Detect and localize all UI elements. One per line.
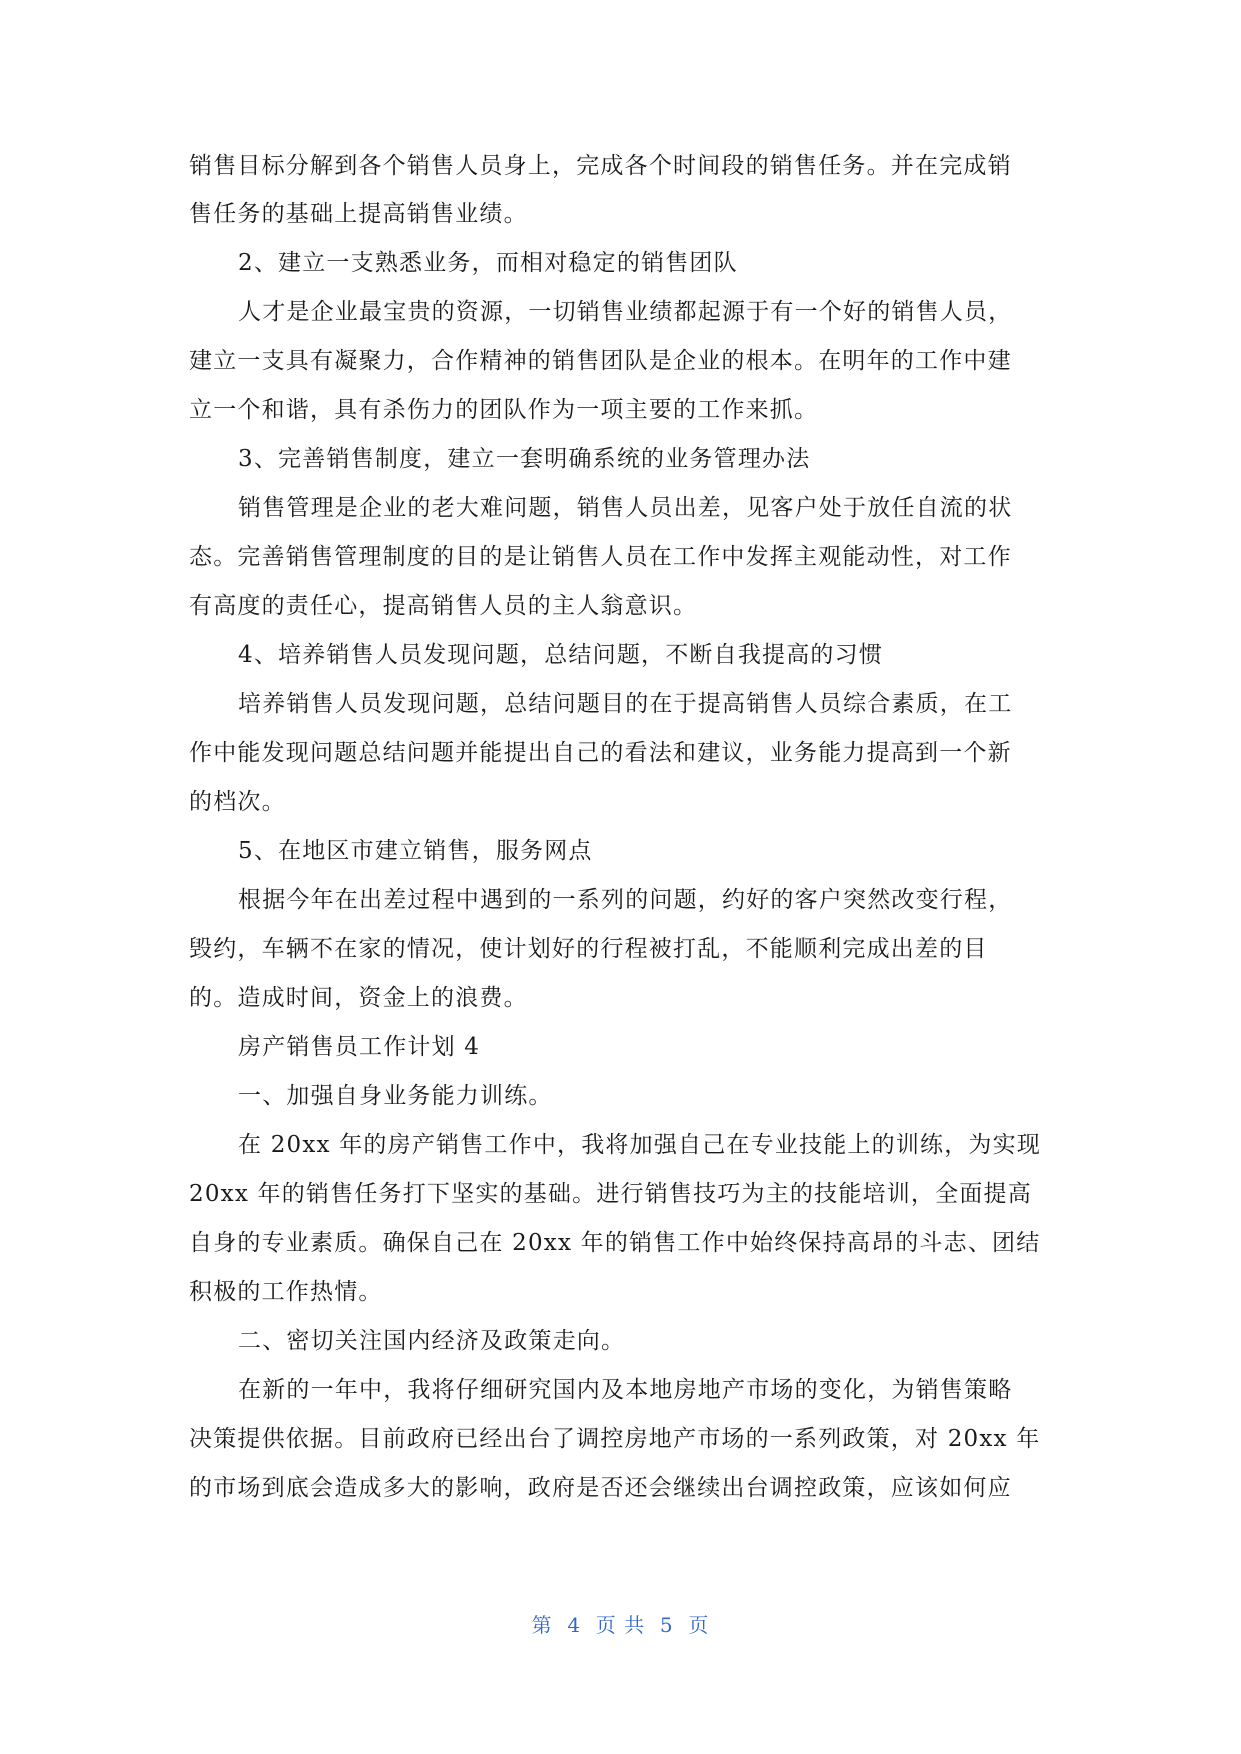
text-line: 有高度的责任心，提高销售人员的主人翁意识。 <box>189 593 698 619</box>
text-line: 的。造成时间，资金上的浪费。 <box>189 985 528 1011</box>
text-line: 的市场到底会造成多大的影响，政府是否还会继续出台调控政策，应该如何应 <box>189 1475 1012 1501</box>
text-line: 作中能发现问题总结问题并能提出自己的看法和建议，业务能力提高到一个新 <box>189 740 1012 766</box>
text-line: 在 20xx 年的房产销售工作中，我将加强自己在专业技能上的训练，为实现 <box>238 1132 1042 1158</box>
section-heading: 2、建立一支熟悉业务，而相对稳定的销售团队 <box>238 250 738 276</box>
text-line: 在新的一年中，我将仔细研究国内及本地房地产市场的变化，为销售策略 <box>238 1377 1013 1403</box>
text-line: 的档次。 <box>189 789 286 815</box>
document-title: 房产销售员工作计划 4 <box>238 1034 481 1060</box>
text-line: 立一个和谐，具有杀伤力的团队作为一项主要的工作来抓。 <box>189 397 819 423</box>
text-line: 态。完善销售管理制度的目的是让销售人员在工作中发挥主观能动性，对工作 <box>189 544 1012 570</box>
text-line: 决策提供依据。目前政府已经出台了调控房地产市场的一系列政策，对 20xx 年 <box>189 1426 1041 1452</box>
text-line: 根据今年在出差过程中遇到的一系列的问题，约好的客户突然改变行程， <box>238 887 1013 913</box>
text-line: 20xx 年的销售任务打下坚实的基础。进行销售技巧为主的技能培训，全面提高 <box>189 1181 1032 1207</box>
section-heading: 5、在地区市建立销售，服务网点 <box>238 838 593 864</box>
text-line: 建立一支具有凝聚力，合作精神的销售团队是企业的根本。在明年的工作中建 <box>189 348 1012 374</box>
text-line: 培养销售人员发现问题，总结问题目的在于提高销售人员综合素质，在工 <box>238 691 1013 717</box>
page-number-footer: 第 4 页 共 5 页 <box>531 1613 710 1637</box>
text-line: 售任务的基础上提高销售业绩。 <box>189 201 528 227</box>
text-line: 人才是企业最宝贵的资源，一切销售业绩都起源于有一个好的销售人员， <box>238 299 1013 325</box>
text-line: 积极的工作热情。 <box>189 1279 383 1305</box>
section-heading: 3、完善销售制度，建立一套明确系统的业务管理办法 <box>238 446 811 472</box>
section-heading: 二、密切关注国内经济及政策走向。 <box>238 1328 626 1354</box>
text-line: 自身的专业素质。确保自己在 20xx 年的销售工作中始终保持高昂的斗志、团结 <box>189 1230 1041 1256</box>
section-heading: 4、培养销售人员发现问题，总结问题，不断自我提高的习惯 <box>238 642 884 668</box>
section-heading: 一、加强自身业务能力训练。 <box>238 1083 553 1109</box>
text-line: 销售目标分解到各个销售人员身上，完成各个时间段的销售任务。并在完成销 <box>189 153 1012 179</box>
text-line: 销售管理是企业的老大难问题，销售人员出差，见客户处于放任自流的状 <box>238 495 1013 521</box>
text-line: 毁约，车辆不在家的情况，使计划好的行程被打乱，不能顺利完成出差的目 <box>189 936 988 962</box>
